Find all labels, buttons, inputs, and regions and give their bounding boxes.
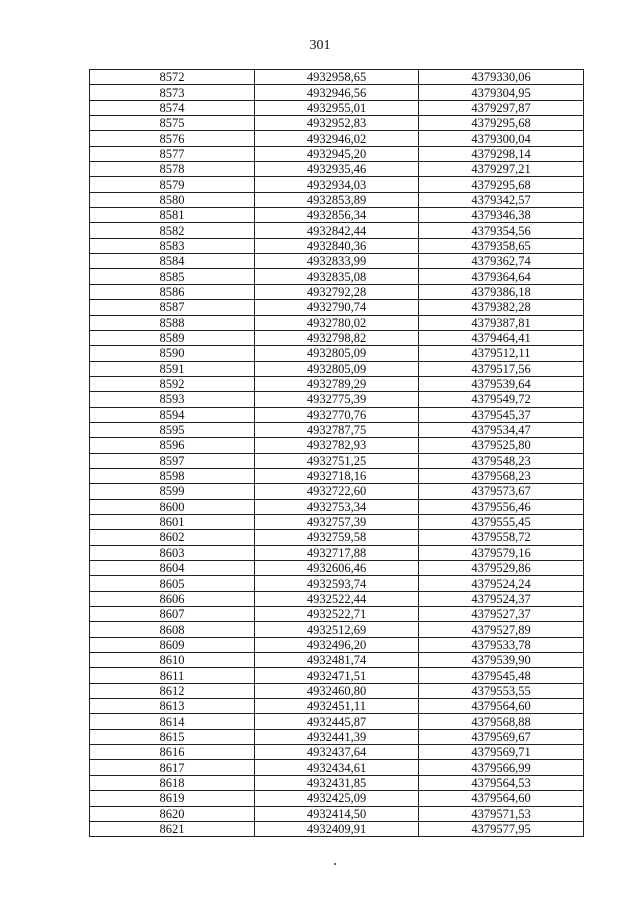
- x-coordinate-cell: 4932790,74: [255, 300, 419, 315]
- y-coordinate-cell: 4379568,88: [419, 714, 584, 729]
- point-number-cell: 8574: [90, 100, 255, 115]
- point-number-cell: 8580: [90, 192, 255, 207]
- x-coordinate-cell: 4932496,20: [255, 637, 419, 652]
- y-coordinate-cell: 4379558,72: [419, 530, 584, 545]
- point-number-cell: 8610: [90, 653, 255, 668]
- y-coordinate-cell: 4379564,60: [419, 791, 584, 806]
- table-row: [90, 438, 584, 453]
- x-coordinate-cell: 4932751,25: [255, 453, 419, 468]
- x-coordinate-cell: 4932833,99: [255, 254, 419, 269]
- table-row: [90, 392, 584, 407]
- point-number-cell: 8608: [90, 622, 255, 637]
- y-coordinate-cell: 4379298,14: [419, 146, 584, 161]
- x-coordinate-cell: 4932789,29: [255, 376, 419, 391]
- point-number-cell: 8586: [90, 284, 255, 299]
- y-coordinate-cell: 4379568,23: [419, 468, 584, 483]
- y-coordinate-cell: 4379524,37: [419, 591, 584, 606]
- point-number-cell: 8595: [90, 422, 255, 437]
- x-coordinate-cell: 4932853,89: [255, 192, 419, 207]
- point-number-cell: 8582: [90, 223, 255, 238]
- y-coordinate-cell: 4379387,81: [419, 315, 584, 330]
- table-row: [90, 315, 584, 330]
- y-coordinate-cell: 4379382,28: [419, 300, 584, 315]
- y-coordinate-cell: 4379545,37: [419, 407, 584, 422]
- x-coordinate-cell: 4932945,20: [255, 146, 419, 161]
- point-number-cell: 8609: [90, 637, 255, 652]
- table-row: [90, 591, 584, 606]
- y-coordinate-cell: 4379527,37: [419, 607, 584, 622]
- table-row: [90, 484, 584, 499]
- table-row: [90, 422, 584, 437]
- x-coordinate-cell: 4932718,16: [255, 468, 419, 483]
- table-row: [90, 760, 584, 775]
- y-coordinate-cell: 4379527,89: [419, 622, 584, 637]
- point-number-cell: 8572: [90, 70, 255, 85]
- x-coordinate-cell: 4932787,75: [255, 422, 419, 437]
- point-number-cell: 8617: [90, 760, 255, 775]
- x-coordinate-cell: 4932717,88: [255, 545, 419, 560]
- point-number-cell: 8621: [90, 821, 255, 836]
- table-row: [90, 453, 584, 468]
- point-number-cell: 8613: [90, 699, 255, 714]
- point-number-cell: 8576: [90, 131, 255, 146]
- x-coordinate-cell: 4932952,83: [255, 116, 419, 131]
- point-number-cell: 8585: [90, 269, 255, 284]
- point-number-cell: 8614: [90, 714, 255, 729]
- table-row: [90, 284, 584, 299]
- x-coordinate-cell: 4932409,91: [255, 821, 419, 836]
- y-coordinate-cell: 4379362,74: [419, 254, 584, 269]
- y-coordinate-cell: 4379569,67: [419, 729, 584, 744]
- y-coordinate-cell: 4379300,04: [419, 131, 584, 146]
- point-number-cell: 8605: [90, 576, 255, 591]
- x-coordinate-cell: 4932782,93: [255, 438, 419, 453]
- table-row: [90, 85, 584, 100]
- table-row: [90, 192, 584, 207]
- point-number-cell: 8620: [90, 806, 255, 821]
- point-number-cell: 8578: [90, 162, 255, 177]
- y-coordinate-cell: 4379304,95: [419, 85, 584, 100]
- table-row: [90, 146, 584, 161]
- x-coordinate-cell: 4932775,39: [255, 392, 419, 407]
- x-coordinate-cell: 4932946,56: [255, 85, 419, 100]
- y-coordinate-cell: 4379564,53: [419, 775, 584, 790]
- point-number-cell: 8604: [90, 561, 255, 576]
- point-number-cell: 8615: [90, 729, 255, 744]
- x-coordinate-cell: 4932606,46: [255, 561, 419, 576]
- x-coordinate-cell: 4932522,44: [255, 591, 419, 606]
- y-coordinate-cell: 4379529,86: [419, 561, 584, 576]
- point-number-cell: 8590: [90, 346, 255, 361]
- x-coordinate-cell: 4932593,74: [255, 576, 419, 591]
- y-coordinate-cell: 4379330,06: [419, 70, 584, 85]
- x-coordinate-cell: 4932835,08: [255, 269, 419, 284]
- table-row: [90, 238, 584, 253]
- point-number-cell: 8577: [90, 146, 255, 161]
- y-coordinate-cell: 4379573,67: [419, 484, 584, 499]
- table-row: [90, 714, 584, 729]
- table-row: [90, 699, 584, 714]
- y-coordinate-cell: 4379524,24: [419, 576, 584, 591]
- x-coordinate-cell: 4932934,03: [255, 177, 419, 192]
- point-number-cell: 8618: [90, 775, 255, 790]
- table-row: [90, 668, 584, 683]
- table-row: [90, 653, 584, 668]
- x-coordinate-cell: 4932792,28: [255, 284, 419, 299]
- table-row: [90, 376, 584, 391]
- point-number-cell: 8592: [90, 376, 255, 391]
- point-number-cell: 8581: [90, 208, 255, 223]
- y-coordinate-cell: 4379364,64: [419, 269, 584, 284]
- point-number-cell: 8583: [90, 238, 255, 253]
- y-coordinate-cell: 4379512,11: [419, 346, 584, 361]
- y-coordinate-cell: 4379539,90: [419, 653, 584, 668]
- table-row: [90, 530, 584, 545]
- table-row: [90, 346, 584, 361]
- y-coordinate-cell: 4379564,60: [419, 699, 584, 714]
- x-coordinate-cell: 4932434,61: [255, 760, 419, 775]
- point-number-cell: 8607: [90, 607, 255, 622]
- table-row: [90, 561, 584, 576]
- table-row: [90, 576, 584, 591]
- point-number-cell: 8599: [90, 484, 255, 499]
- y-coordinate-cell: 4379358,65: [419, 238, 584, 253]
- table-row: [90, 545, 584, 560]
- x-coordinate-cell: 4932451,11: [255, 699, 419, 714]
- point-number-cell: 8593: [90, 392, 255, 407]
- table-row: [90, 131, 584, 146]
- table-row: [90, 622, 584, 637]
- x-coordinate-cell: 4932441,39: [255, 729, 419, 744]
- point-number-cell: 8600: [90, 499, 255, 514]
- table-row: [90, 162, 584, 177]
- x-coordinate-cell: 4932955,01: [255, 100, 419, 115]
- x-coordinate-cell: 4932431,85: [255, 775, 419, 790]
- x-coordinate-cell: 4932842,44: [255, 223, 419, 238]
- y-coordinate-cell: 4379569,71: [419, 745, 584, 760]
- y-coordinate-cell: 4379517,56: [419, 361, 584, 376]
- y-coordinate-cell: 4379539,64: [419, 376, 584, 391]
- x-coordinate-cell: 4932840,36: [255, 238, 419, 253]
- y-coordinate-cell: 4379553,55: [419, 683, 584, 698]
- point-number-cell: 8594: [90, 407, 255, 422]
- table-row: [90, 607, 584, 622]
- y-coordinate-cell: 4379556,46: [419, 499, 584, 514]
- table-row: [90, 70, 584, 85]
- y-coordinate-cell: 4379295,68: [419, 116, 584, 131]
- point-number-cell: 8588: [90, 315, 255, 330]
- table-row: [90, 254, 584, 269]
- point-number-cell: 8584: [90, 254, 255, 269]
- y-coordinate-cell: 4379346,38: [419, 208, 584, 223]
- y-coordinate-cell: 4379295,68: [419, 177, 584, 192]
- x-coordinate-cell: 4932798,82: [255, 330, 419, 345]
- y-coordinate-cell: 4379534,47: [419, 422, 584, 437]
- x-coordinate-cell: 4932946,02: [255, 131, 419, 146]
- x-coordinate-cell: 4932856,34: [255, 208, 419, 223]
- table-row: [90, 269, 584, 284]
- y-coordinate-cell: 4379579,16: [419, 545, 584, 560]
- table-row: [90, 637, 584, 652]
- table-row: [90, 499, 584, 514]
- x-coordinate-cell: 4932805,09: [255, 346, 419, 361]
- table-row: [90, 223, 584, 238]
- y-coordinate-cell: 4379297,87: [419, 100, 584, 115]
- x-coordinate-cell: 4932425,09: [255, 791, 419, 806]
- point-number-cell: 8619: [90, 791, 255, 806]
- x-coordinate-cell: 4932460,80: [255, 683, 419, 698]
- point-number-cell: 8579: [90, 177, 255, 192]
- table-row: [90, 468, 584, 483]
- table-row: [90, 300, 584, 315]
- table-row: [90, 177, 584, 192]
- x-coordinate-cell: 4932935,46: [255, 162, 419, 177]
- y-coordinate-cell: 4379533,78: [419, 637, 584, 652]
- x-coordinate-cell: 4932759,58: [255, 530, 419, 545]
- y-coordinate-cell: 4379354,56: [419, 223, 584, 238]
- x-coordinate-cell: 4932805,09: [255, 361, 419, 376]
- y-coordinate-cell: 4379555,45: [419, 514, 584, 529]
- y-coordinate-cell: 4379548,23: [419, 453, 584, 468]
- table-row: [90, 821, 584, 836]
- y-coordinate-cell: 4379525,80: [419, 438, 584, 453]
- point-number-cell: 8573: [90, 85, 255, 100]
- table-row: [90, 330, 584, 345]
- y-coordinate-cell: 4379297,21: [419, 162, 584, 177]
- point-number-cell: 8596: [90, 438, 255, 453]
- x-coordinate-cell: 4932471,51: [255, 668, 419, 683]
- x-coordinate-cell: 4932780,02: [255, 315, 419, 330]
- y-coordinate-cell: 4379464,41: [419, 330, 584, 345]
- x-coordinate-cell: 4932512,69: [255, 622, 419, 637]
- point-number-cell: 8611: [90, 668, 255, 683]
- table-row: [90, 683, 584, 698]
- table-row: [90, 514, 584, 529]
- table-row: [90, 116, 584, 131]
- coordinates-table: [89, 69, 584, 837]
- table-row: [90, 806, 584, 821]
- x-coordinate-cell: 4932481,74: [255, 653, 419, 668]
- x-coordinate-cell: 4932445,87: [255, 714, 419, 729]
- point-number-cell: 8591: [90, 361, 255, 376]
- point-number-cell: 8616: [90, 745, 255, 760]
- x-coordinate-cell: 4932414,50: [255, 806, 419, 821]
- x-coordinate-cell: 4932522,71: [255, 607, 419, 622]
- point-number-cell: 8597: [90, 453, 255, 468]
- x-coordinate-cell: 4932722,60: [255, 484, 419, 499]
- y-coordinate-cell: 4379566,99: [419, 760, 584, 775]
- y-coordinate-cell: 4379342,57: [419, 192, 584, 207]
- table-row: [90, 775, 584, 790]
- table-row: [90, 100, 584, 115]
- page-number: 301: [309, 38, 331, 53]
- point-number-cell: 8589: [90, 330, 255, 345]
- x-coordinate-cell: 4932757,39: [255, 514, 419, 529]
- table-row: [90, 407, 584, 422]
- x-coordinate-cell: 4932753,34: [255, 499, 419, 514]
- table-row: [90, 745, 584, 760]
- table-row: [90, 791, 584, 806]
- scan-dot-mark: [334, 863, 336, 865]
- point-number-cell: 8603: [90, 545, 255, 560]
- point-number-cell: 8612: [90, 683, 255, 698]
- point-number-cell: 8602: [90, 530, 255, 545]
- x-coordinate-cell: 4932437,64: [255, 745, 419, 760]
- point-number-cell: 8601: [90, 514, 255, 529]
- point-number-cell: 8606: [90, 591, 255, 606]
- y-coordinate-cell: 4379386,18: [419, 284, 584, 299]
- point-number-cell: 8598: [90, 468, 255, 483]
- point-number-cell: 8587: [90, 300, 255, 315]
- y-coordinate-cell: 4379577,95: [419, 821, 584, 836]
- y-coordinate-cell: 4379549,72: [419, 392, 584, 407]
- x-coordinate-cell: 4932958,65: [255, 70, 419, 85]
- point-number-cell: 8575: [90, 116, 255, 131]
- y-coordinate-cell: 4379571,53: [419, 806, 584, 821]
- x-coordinate-cell: 4932770,76: [255, 407, 419, 422]
- table-row: [90, 361, 584, 376]
- table-row: [90, 208, 584, 223]
- coordinates-table-body: [90, 70, 584, 837]
- table-row: [90, 729, 584, 744]
- y-coordinate-cell: 4379545,48: [419, 668, 584, 683]
